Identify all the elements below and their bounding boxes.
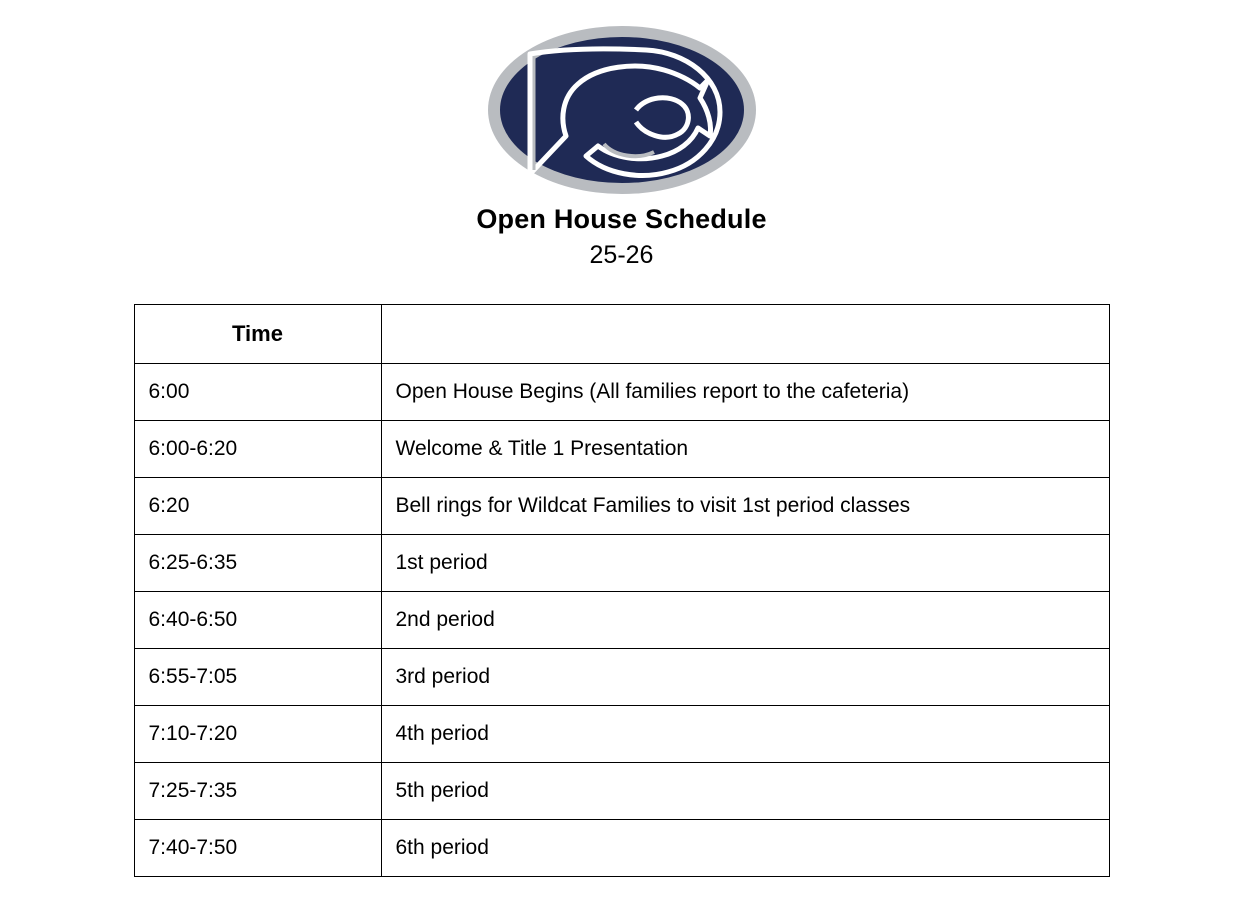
cell-time: 7:10-7:20 [134,706,381,763]
table-row [134,820,1109,877]
cell-description: 1st period [381,535,1109,592]
wildcat-logo-icon [486,24,758,196]
cell-description: Open House Begins (All families report to the cafeteria) [381,364,1109,421]
table-row [134,763,1109,820]
table-row [134,535,1109,592]
cell-description: 3rd period [381,649,1109,706]
table-row [134,478,1109,535]
cell-time: 6:00-6:20 [134,421,381,478]
page-subtitle: 25-26 [589,241,654,269]
cell-description: 6th period [381,820,1109,877]
schedule-table-container [0,304,1243,877]
table-header-row [134,305,1109,364]
table-row [134,592,1109,649]
cell-time: 6:40-6:50 [134,592,381,649]
cell-description: 4th period [381,706,1109,763]
table-row [134,421,1109,478]
page-title: Open House Schedule [476,204,767,234]
cell-time: 6:00 [134,364,381,421]
table-row [134,649,1109,706]
table-row [134,364,1109,421]
cell-description: 5th period [381,763,1109,820]
cell-time: 7:40-7:50 [134,820,381,877]
cell-description: 2nd period [381,592,1109,649]
schedule-table [134,304,1110,877]
table-row [134,706,1109,763]
cell-description: Welcome & Title 1 Presentation [381,421,1109,478]
cell-time: 6:20 [134,478,381,535]
column-header-time: Time [134,305,381,364]
table-header [134,305,1109,364]
table-body [134,364,1109,877]
cell-time: 7:25-7:35 [134,763,381,820]
cell-time: 6:55-7:05 [134,649,381,706]
column-header-description [381,305,1109,364]
logo-container [0,0,1243,196]
cell-time: 6:25-6:35 [134,535,381,592]
cell-description: Bell rings for Wildcat Families to visit 1st period classes [381,478,1109,535]
